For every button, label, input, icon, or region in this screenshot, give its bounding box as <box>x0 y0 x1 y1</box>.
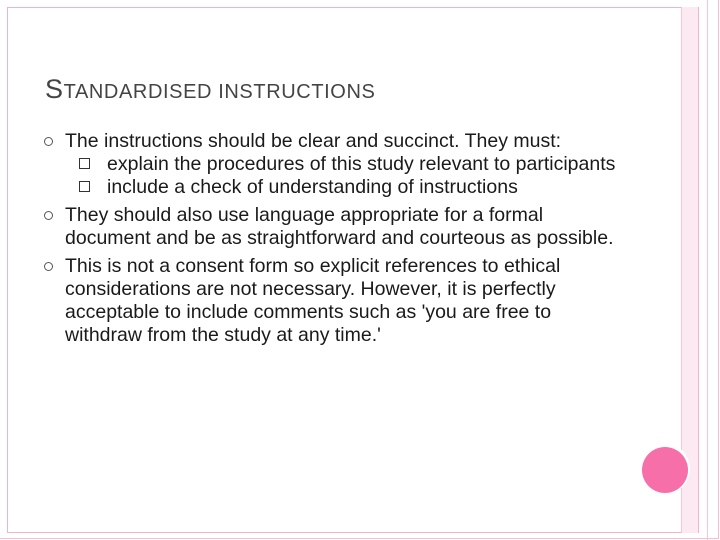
hollow-circle-bullet-icon <box>44 262 53 271</box>
bullet-text: The instructions should be clear and succinct. They must: <box>65 130 562 152</box>
title-first-letter: S <box>45 74 64 104</box>
bullet-item-2 <box>44 204 624 250</box>
slide-frame-line <box>707 0 708 540</box>
slide-title <box>45 74 375 105</box>
hollow-circle-bullet-icon <box>44 137 53 146</box>
hollow-square-bullet-icon <box>79 158 90 169</box>
subbullet-item-1 <box>65 153 624 176</box>
subbullet-text: explain the procedures of this study relevant to participants <box>107 153 616 175</box>
slide-content <box>44 130 624 352</box>
bullet-item-1 <box>44 130 624 199</box>
hollow-square-bullet-icon <box>79 181 90 192</box>
subbullet-item-2 <box>65 176 624 199</box>
bullet-item-3 <box>44 255 624 347</box>
pink-circle-icon <box>642 447 688 493</box>
title-rest: TANDARDISED INSTRUCTIONS <box>63 81 376 103</box>
bullet-text: This is not a consent form so explicit references to ethical considerations are not necessary. However, it is perfectly acceptable to include comments such as 'you are free to withdraw from the study at any time.' <box>65 255 561 346</box>
hollow-circle-bullet-icon <box>44 211 53 220</box>
bullet-text: They should also use language appropriate for a formal document and be as straightforward and courteous as possible. <box>65 204 614 249</box>
subbullet-text: include a check of understanding of instructions <box>107 176 518 198</box>
